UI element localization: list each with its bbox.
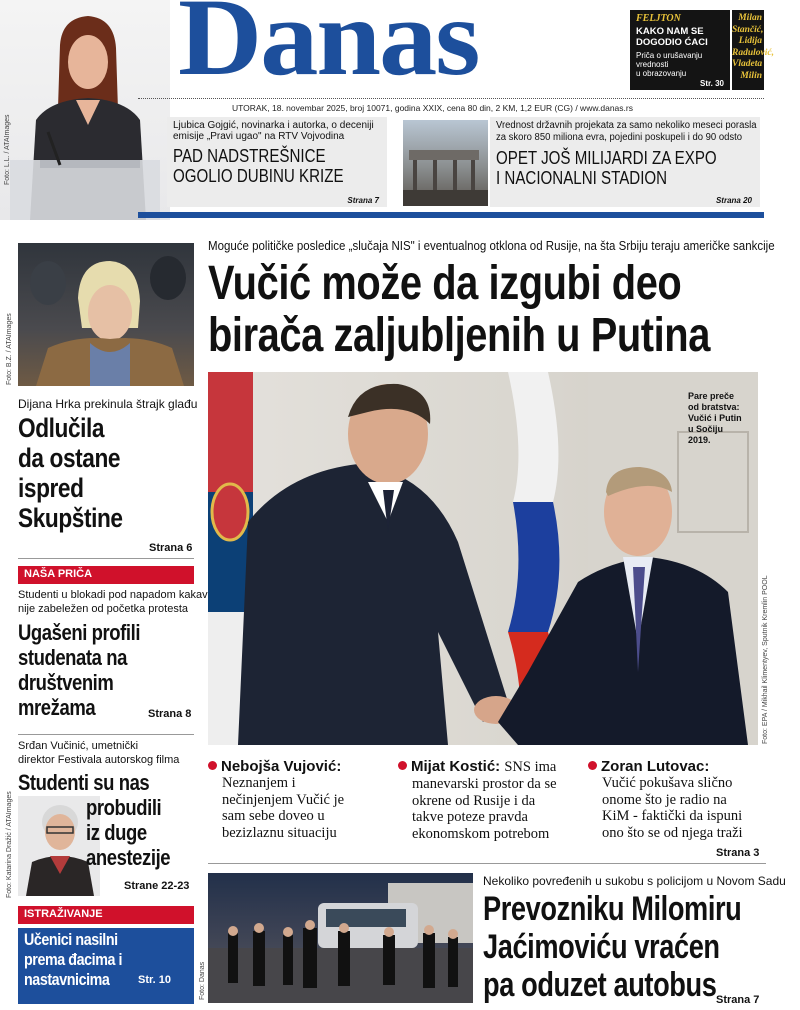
quote-1-name: Nebojša Vujović: [208, 758, 388, 775]
bottom-head-1: Prevozniku Milomiru [483, 890, 742, 928]
story2-head-2: studenata na [18, 645, 127, 670]
lead-caption [688, 391, 746, 446]
teaser-left-head-2: OGOLIO DUBINU KRIZE [173, 166, 344, 186]
bottom-head-3: pa oduzet autobus [483, 966, 717, 1004]
bullet-icon [208, 761, 217, 770]
story3-intro-1: Srđan Vučinić, umetnički [18, 740, 139, 752]
story3-intro-2: direktor Festivala autorskog filma [18, 754, 180, 766]
story3-photo-credit: Foto: Katarina Dražić / ATAImages [6, 791, 13, 898]
bullet-icon [588, 761, 597, 770]
story4-box[interactable] [18, 928, 194, 1004]
quote-2-name: Mijat Kostić: SNS ima [398, 758, 583, 776]
teaser-right[interactable] [490, 117, 760, 207]
quote-1[interactable] [208, 758, 388, 841]
story1-head-1: Odlučila [18, 413, 105, 443]
story3-head-1: Studenti su nas [18, 770, 150, 795]
story1-head-3: ispred [18, 473, 84, 503]
feljton-author-2: Stančić, [732, 24, 764, 35]
quote-2[interactable] [398, 758, 583, 842]
feljton-page: Str. 30 [699, 79, 724, 88]
teaser-right-page: Strana 20 [715, 196, 752, 205]
lead-caption-1: Pare preče [688, 391, 735, 401]
bottom-headline[interactable] [483, 890, 800, 1004]
story1-page: Strana 6 [149, 542, 193, 554]
story1-head-2: da ostane [18, 443, 121, 473]
lead-headline[interactable] [208, 258, 800, 362]
teaser-left[interactable] [167, 117, 387, 207]
bottom-photo [208, 873, 473, 1003]
story3-headline[interactable] [18, 770, 194, 870]
teaser-right-intro-2: za skoro 850 miliona evra, pojedini poskupeli i do 90 odsto [496, 132, 743, 143]
feljton-author-6: Milin [740, 70, 762, 81]
lead-caption-2: od bratstva: [688, 402, 740, 412]
feljton-sub-1: Priča o urušavanju [636, 51, 703, 60]
quote-3-text: Vučić pokušava slično onome što je radio na KiM - faktički da ispuni ono što se od njega traži [602, 775, 743, 841]
lead-head-1: Vučić može da izgubi deo [208, 257, 682, 310]
lead-head-2: birača zaljubljenih u Putina [208, 309, 710, 362]
bottom-page: Strana 7 [716, 994, 760, 1006]
feljton-title-1: KAKO NAM SE [636, 26, 704, 37]
story2-tag: NAŠA PRIČA [18, 566, 194, 584]
story4-head-1: Učenici nasilni [24, 930, 118, 949]
feljton-box[interactable] [630, 10, 730, 90]
story1-photo [18, 243, 194, 386]
bottom-head-2: Jaćimoviću vraćen [483, 928, 720, 966]
quote-3-name: Zoran Lutovac: [588, 758, 768, 775]
teaser-right-intro-1: Vrednost državnih projekata za samo nekoliko meseci porasla [496, 120, 757, 131]
feljton-author-3: Lidija [738, 36, 762, 46]
masthead-photo-credit: Foto: L.L. / ATAImages [4, 114, 11, 185]
lead-caption-4: u Sočiju 2019. [688, 424, 724, 445]
feljton-sub-3: u obrazovanju [636, 69, 687, 78]
story3-head-4: anestezije [86, 845, 171, 870]
story1-head-4: Skupštine [18, 503, 123, 533]
story4-head-3: nastavnicima [24, 970, 110, 989]
story1-photo-credit: Foto: B.Z. / ATAImages [6, 313, 13, 385]
story3-head-3: iz duge [86, 820, 147, 845]
lead-photo-credit: Foto: EPA / Mikhail Klimentyev, Sputnik Kremlin POOL [762, 575, 769, 744]
bullet-icon [398, 761, 407, 770]
story4-head-2: prema đacima i [24, 950, 123, 969]
feljton-sub-2: vrednosti [636, 60, 669, 69]
quote-2-text: manevarski prostor da se okrene od Rusije i da takve poteze pravda ekonomskom potrebom [412, 776, 557, 842]
teaser-left-page: Strana 7 [347, 196, 379, 205]
story3-head-2: probudili [86, 795, 162, 820]
divider-2 [18, 734, 194, 735]
quote-3[interactable] [588, 758, 768, 841]
story1-headline[interactable] [18, 413, 143, 533]
lead-photo [208, 372, 758, 745]
lead-page: Strana 3 [716, 847, 760, 859]
story2-intro-2: nije zabeležen od početka protesta [18, 603, 189, 615]
story2-headline[interactable] [18, 620, 163, 720]
feljton-author-5: Vladeta [732, 59, 763, 69]
story2-intro-1: Studenti u blokadi pod napadom kakav [18, 589, 208, 601]
story3-page: Strane 22-23 [124, 880, 190, 892]
story1-intro: Dijana Hrka prekinula štrajk glađu [18, 397, 198, 411]
dateline: UTORAK, 18. novembar 2025, broj 10071, godina XXIX, cena 80 din, 2 KM, 1,2 EUR (CG) / www.danas.rs [232, 103, 633, 113]
lead-kicker: Moguće političke posledice „slučaja NIS" i eventualnog otklona od Rusije, na šta Srbiju teraju američke sankcije [208, 239, 775, 253]
teaser-right-head-2: I NACIONALNI STADION [496, 168, 668, 188]
masthead-rule [138, 98, 764, 99]
feljton-author-1: Milan [738, 13, 762, 23]
story4-tag: ISTRAŽIVANJE [18, 906, 194, 924]
story4-page: Str. 10 [138, 974, 172, 986]
story2-head-3: društvenim [18, 670, 114, 695]
feljton-title-2: DOGODIO ĆACI [636, 37, 708, 48]
story2-page: Strana 8 [148, 708, 192, 720]
masthead-blue-bar [138, 212, 764, 218]
teaser-right-photo [403, 120, 488, 206]
story2-head-4: mrežama [18, 695, 96, 720]
quote-1-text: Neznanjem i nečinjenjem Vučić je sam sebe doveo u bezizlaznu situaciju [222, 775, 345, 841]
teaser-left-intro-1: Ljubica Gojgić, novinarka i autorka, o deceniji [173, 120, 374, 131]
lead-caption-3: Vučić i Putin [688, 413, 742, 423]
feljton-author-4: Radulović, [732, 47, 774, 58]
bottom-photo-credit: Foto: Danas [199, 961, 206, 1000]
feljton-tag: FELJTON [636, 13, 681, 24]
teaser-left-head-1: PAD NADSTREŠNICE [173, 146, 326, 166]
masthead-portrait-photo [0, 0, 170, 220]
teaser-left-intro-2: emisije „Pravi ugao" na RTV Vojvodina [173, 131, 345, 142]
story2-head-1: Ugašeni profili [18, 620, 141, 645]
divider-1 [18, 558, 194, 559]
feljton-authors [732, 10, 774, 90]
teaser-right-head-1: OPET JOŠ MILIJARDI ZA EXPO [496, 148, 717, 168]
logo[interactable]: Danas [178, 0, 479, 98]
divider-3 [208, 863, 766, 864]
bottom-intro: Nekoliko povređenih u sukobu s policijom u Novom Sadu [483, 874, 786, 888]
